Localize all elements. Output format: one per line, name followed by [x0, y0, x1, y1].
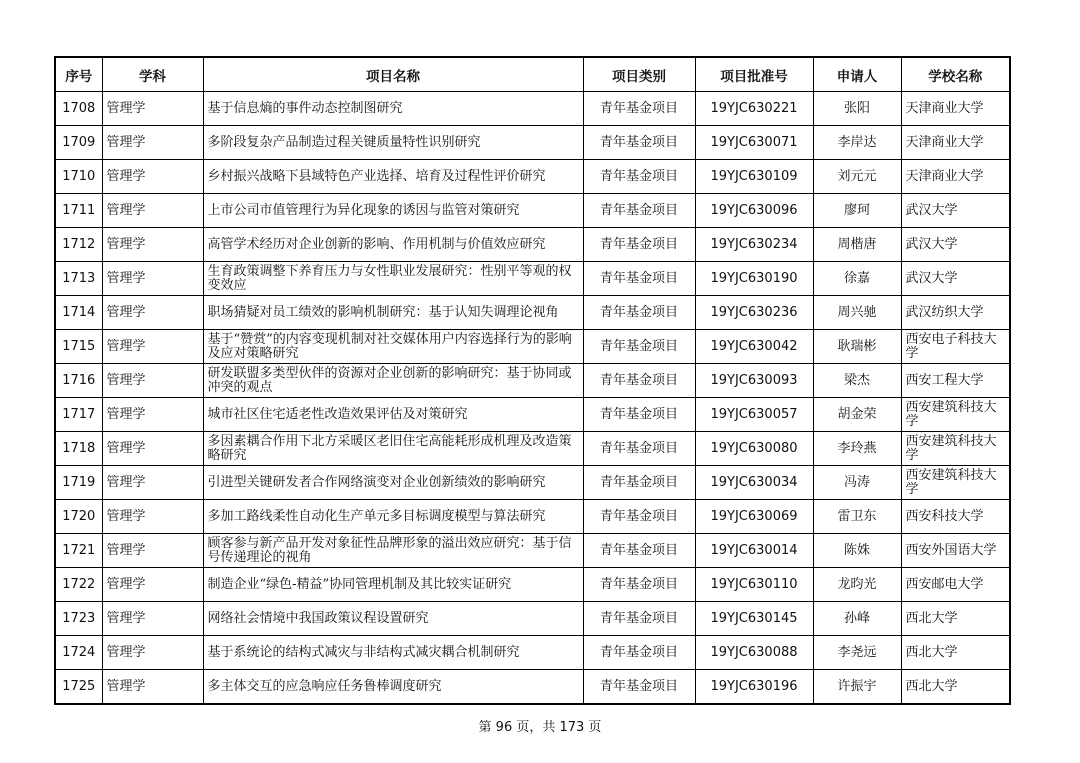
cell-title: 城市社区住宅适老性改造效果评估及对策研究 — [203, 398, 583, 432]
cell-no: 1712 — [55, 228, 102, 262]
cell-school: 西北大学 — [901, 636, 1010, 670]
cell-type: 青年基金项目 — [583, 330, 695, 364]
header-code: 项目批准号 — [695, 57, 813, 92]
cell-no: 1717 — [55, 398, 102, 432]
table-row — [55, 432, 1010, 466]
cell-school: 西安外国语大学 — [901, 534, 1010, 568]
cell-applicant: 李岸达 — [813, 126, 901, 160]
cell-no: 1709 — [55, 126, 102, 160]
cell-subject: 管理学 — [102, 160, 203, 194]
cell-code: 19YJC630071 — [695, 126, 813, 160]
cell-title: 生育政策调整下养育压力与女性职业发展研究：性别平等观的权变效应 — [203, 262, 583, 296]
table-row — [55, 602, 1010, 636]
cell-applicant: 梁杰 — [813, 364, 901, 398]
cell-applicant: 孙峰 — [813, 602, 901, 636]
cell-applicant: 刘元元 — [813, 160, 901, 194]
cell-applicant: 胡金荣 — [813, 398, 901, 432]
cell-subject: 管理学 — [102, 602, 203, 636]
cell-title: 基于信息熵的事件动态控制图研究 — [203, 92, 583, 126]
cell-applicant: 龙昀光 — [813, 568, 901, 602]
cell-applicant: 李尧远 — [813, 636, 901, 670]
table-row — [55, 262, 1010, 296]
cell-code: 19YJC630221 — [695, 92, 813, 126]
cell-title: 多主体交互的应急响应任务鲁棒调度研究 — [203, 670, 583, 705]
cell-applicant: 冯涛 — [813, 466, 901, 500]
cell-no: 1711 — [55, 194, 102, 228]
cell-title: 网络社会情境中我国政策议程设置研究 — [203, 602, 583, 636]
cell-code: 19YJC630190 — [695, 262, 813, 296]
cell-title: 多因素耦合作用下北方采暖区老旧住宅高能耗形成机理及改造策略研究 — [203, 432, 583, 466]
cell-applicant: 耿瑞彬 — [813, 330, 901, 364]
cell-subject: 管理学 — [102, 670, 203, 705]
table-row — [55, 568, 1010, 602]
cell-school: 西北大学 — [901, 670, 1010, 705]
cell-school: 西安建筑科技大学 — [901, 432, 1010, 466]
cell-title: 多加工路线柔性自动化生产单元多目标调度模型与算法研究 — [203, 500, 583, 534]
cell-applicant: 许振宇 — [813, 670, 901, 705]
project-table — [54, 56, 1011, 705]
header-school: 学校名称 — [901, 57, 1010, 92]
cell-subject: 管理学 — [102, 262, 203, 296]
cell-type: 青年基金项目 — [583, 534, 695, 568]
cell-code: 19YJC630096 — [695, 194, 813, 228]
table-row — [55, 364, 1010, 398]
cell-subject: 管理学 — [102, 126, 203, 160]
cell-code: 19YJC630042 — [695, 330, 813, 364]
cell-code: 19YJC630093 — [695, 364, 813, 398]
cell-code: 19YJC630069 — [695, 500, 813, 534]
cell-type: 青年基金项目 — [583, 466, 695, 500]
cell-code: 19YJC630088 — [695, 636, 813, 670]
cell-title: 高管学术经历对企业创新的影响、作用机制与价值效应研究 — [203, 228, 583, 262]
cell-school: 天津商业大学 — [901, 160, 1010, 194]
cell-school: 天津商业大学 — [901, 126, 1010, 160]
cell-type: 青年基金项目 — [583, 228, 695, 262]
header-no: 序号 — [55, 57, 102, 92]
cell-school: 西北大学 — [901, 602, 1010, 636]
cell-subject: 管理学 — [102, 568, 203, 602]
table-row — [55, 670, 1010, 705]
table-row — [55, 330, 1010, 364]
cell-code: 19YJC630080 — [695, 432, 813, 466]
header-subject: 学科 — [102, 57, 203, 92]
cell-applicant: 周楷唐 — [813, 228, 901, 262]
table-row — [55, 398, 1010, 432]
table-row — [55, 160, 1010, 194]
cell-school: 西安科技大学 — [901, 500, 1010, 534]
table-row — [55, 534, 1010, 568]
cell-title: 职场猜疑对员工绩效的影响机制研究：基于认知失调理论视角 — [203, 296, 583, 330]
cell-school: 武汉大学 — [901, 262, 1010, 296]
table-row — [55, 500, 1010, 534]
table-row — [55, 466, 1010, 500]
cell-type: 青年基金项目 — [583, 160, 695, 194]
cell-no: 1715 — [55, 330, 102, 364]
cell-no: 1714 — [55, 296, 102, 330]
cell-no: 1725 — [55, 670, 102, 705]
cell-no: 1718 — [55, 432, 102, 466]
cell-code: 19YJC630196 — [695, 670, 813, 705]
cell-type: 青年基金项目 — [583, 670, 695, 705]
cell-no: 1721 — [55, 534, 102, 568]
cell-type: 青年基金项目 — [583, 432, 695, 466]
cell-type: 青年基金项目 — [583, 262, 695, 296]
table-row — [55, 92, 1010, 126]
table-row — [55, 228, 1010, 262]
cell-type: 青年基金项目 — [583, 568, 695, 602]
cell-no: 1719 — [55, 466, 102, 500]
cell-title: 乡村振兴战略下县域特色产业选择、培育及过程性评价研究 — [203, 160, 583, 194]
cell-title: 上市公司市值管理行为异化现象的诱因与监管对策研究 — [203, 194, 583, 228]
cell-school: 武汉纺织大学 — [901, 296, 1010, 330]
cell-applicant: 陈姝 — [813, 534, 901, 568]
cell-subject: 管理学 — [102, 534, 203, 568]
cell-no: 1724 — [55, 636, 102, 670]
cell-type: 青年基金项目 — [583, 296, 695, 330]
cell-type: 青年基金项目 — [583, 500, 695, 534]
cell-applicant: 徐嘉 — [813, 262, 901, 296]
cell-title: 基于系统论的结构式减灾与非结构式减灾耦合机制研究 — [203, 636, 583, 670]
cell-type: 青年基金项目 — [583, 398, 695, 432]
cell-no: 1722 — [55, 568, 102, 602]
cell-no: 1723 — [55, 602, 102, 636]
cell-subject: 管理学 — [102, 636, 203, 670]
cell-no: 1720 — [55, 500, 102, 534]
cell-subject: 管理学 — [102, 296, 203, 330]
header-title: 项目名称 — [203, 57, 583, 92]
cell-code: 19YJC630145 — [695, 602, 813, 636]
cell-applicant: 张阳 — [813, 92, 901, 126]
table-row — [55, 194, 1010, 228]
cell-code: 19YJC630057 — [695, 398, 813, 432]
cell-subject: 管理学 — [102, 364, 203, 398]
cell-type: 青年基金项目 — [583, 92, 695, 126]
cell-title: 制造企业“绿色-精益”协同管理机制及其比较实证研究 — [203, 568, 583, 602]
cell-subject: 管理学 — [102, 194, 203, 228]
cell-school: 西安电子科技大学 — [901, 330, 1010, 364]
cell-subject: 管理学 — [102, 500, 203, 534]
cell-type: 青年基金项目 — [583, 194, 695, 228]
cell-type: 青年基金项目 — [583, 636, 695, 670]
cell-code: 19YJC630236 — [695, 296, 813, 330]
cell-school: 武汉大学 — [901, 194, 1010, 228]
cell-subject: 管理学 — [102, 228, 203, 262]
cell-code: 19YJC630110 — [695, 568, 813, 602]
cell-type: 青年基金项目 — [583, 126, 695, 160]
cell-title: 研发联盟多类型伙伴的资源对企业创新的影响研究：基于协同或冲突的观点 — [203, 364, 583, 398]
cell-title: 多阶段复杂产品制造过程关键质量特性识别研究 — [203, 126, 583, 160]
table-row — [55, 296, 1010, 330]
header-applicant: 申请人 — [813, 57, 901, 92]
cell-code: 19YJC630234 — [695, 228, 813, 262]
table-header-row — [55, 57, 1010, 92]
cell-title: 基于“赞赏”的内容变现机制对社交媒体用户内容选择行为的影响及应对策略研究 — [203, 330, 583, 364]
cell-subject: 管理学 — [102, 398, 203, 432]
cell-school: 西安邮电大学 — [901, 568, 1010, 602]
cell-applicant: 李玲燕 — [813, 432, 901, 466]
cell-subject: 管理学 — [102, 92, 203, 126]
cell-type: 青年基金项目 — [583, 602, 695, 636]
cell-school: 天津商业大学 — [901, 92, 1010, 126]
cell-no: 1716 — [55, 364, 102, 398]
header-type: 项目类别 — [583, 57, 695, 92]
cell-school: 西安建筑科技大学 — [901, 466, 1010, 500]
table-row — [55, 126, 1010, 160]
cell-subject: 管理学 — [102, 432, 203, 466]
cell-school: 西安工程大学 — [901, 364, 1010, 398]
cell-code: 19YJC630109 — [695, 160, 813, 194]
table-row — [55, 636, 1010, 670]
cell-title: 顾客参与新产品开发对象征性品牌形象的溢出效应研究：基于信号传递理论的视角 — [203, 534, 583, 568]
cell-no: 1713 — [55, 262, 102, 296]
cell-type: 青年基金项目 — [583, 364, 695, 398]
cell-subject: 管理学 — [102, 330, 203, 364]
table-body — [55, 92, 1010, 705]
cell-no: 1708 — [55, 92, 102, 126]
cell-title: 引进型关键研发者合作网络演变对企业创新绩效的影响研究 — [203, 466, 583, 500]
cell-school: 武汉大学 — [901, 228, 1010, 262]
cell-subject: 管理学 — [102, 466, 203, 500]
cell-school: 西安建筑科技大学 — [901, 398, 1010, 432]
cell-applicant: 廖珂 — [813, 194, 901, 228]
cell-code: 19YJC630014 — [695, 534, 813, 568]
cell-applicant: 周兴驰 — [813, 296, 901, 330]
cell-no: 1710 — [55, 160, 102, 194]
cell-code: 19YJC630034 — [695, 466, 813, 500]
cell-applicant: 雷卫东 — [813, 500, 901, 534]
page-footer: 第 96 页，共 173 页 — [478, 720, 602, 735]
